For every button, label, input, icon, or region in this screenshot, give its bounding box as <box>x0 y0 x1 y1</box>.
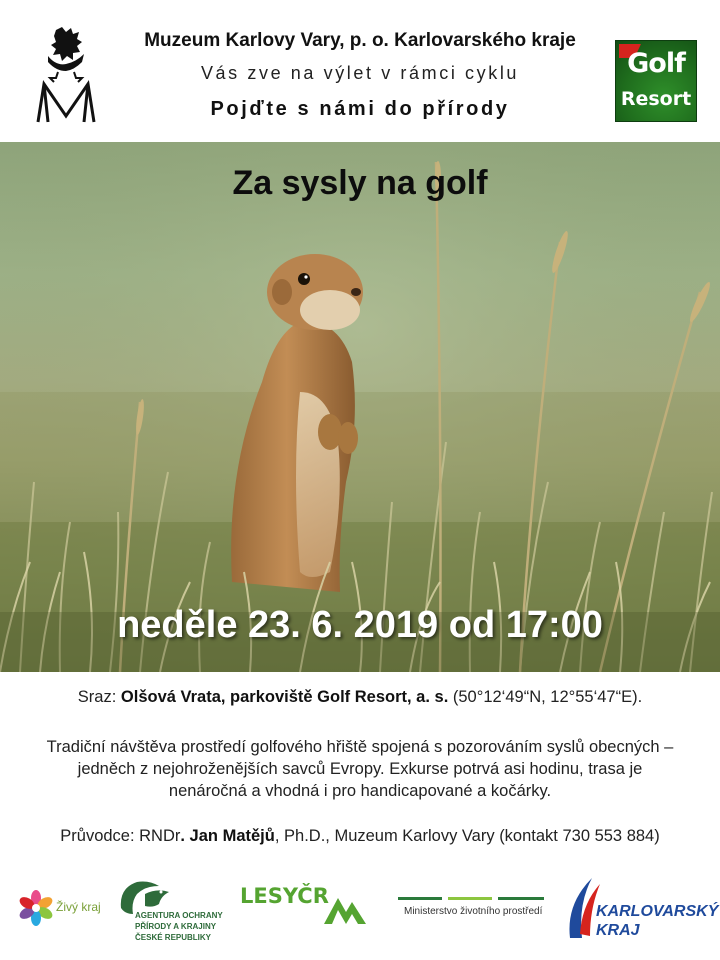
zivy-kraj-label: Živý kraj <box>56 900 101 914</box>
museum-lion-m-logo <box>34 26 98 124</box>
museum-name: Muzeum Karlovy Vary, p. o. Karlovarského kraje <box>144 30 576 51</box>
guide-info <box>0 827 720 846</box>
event-title: Za sysly na golf <box>232 164 488 202</box>
golf-resort-logo <box>615 40 697 122</box>
event-description <box>0 736 720 802</box>
guide-suffix: , Ph.D., Muzeum Karlovy Vary (kontakt 730 553 884) <box>274 827 660 845</box>
lesy-cr-label: LESYČR <box>240 884 329 908</box>
karlovarsky-kraj-label: KARLOVARSKÝ KRAJ <box>596 903 719 939</box>
description-line: Tradiční návštěva prostředí golfového hřiště spojená s pozorováním syslů obecných – <box>46 738 674 756</box>
aopk-logo <box>115 876 235 956</box>
invite-text: Vás zve na výlet v rámci cyklu <box>200 63 520 83</box>
description-line: jedněch z nejohroženějších savců Evropy. Exkurse potrvá asi hodinu, trasa je <box>77 760 643 778</box>
mzp-label: Ministerstvo životního prostředí <box>404 906 543 917</box>
guide-name: . Jan Matějů <box>180 827 275 845</box>
tree-arrows-icon <box>320 888 380 928</box>
meadow-illustration <box>0 142 720 672</box>
stripes-icon <box>398 897 544 900</box>
golf-logo-line1: Golf <box>627 48 685 79</box>
guide-prefix: Průvodce: RNDr <box>60 827 181 845</box>
souslik-photo <box>0 142 720 672</box>
sponsor-logos <box>0 870 720 960</box>
meeting-prefix: Sraz: <box>77 688 121 706</box>
lesy-cr-logo <box>240 878 380 938</box>
poster-header <box>0 0 720 142</box>
meeting-place: Olšová Vrata, parkoviště Golf Resort, a. s. <box>120 688 449 706</box>
golf-logo-line2: Resort <box>620 88 692 110</box>
meeting-coords: (50°12‘49“N, 12°55‘47“E). <box>448 688 643 706</box>
flower-icon <box>18 890 54 926</box>
description-line: nenáročná a vhodná i pro handicapované a kočárky. <box>168 782 552 800</box>
zivy-kraj-logo <box>18 888 113 928</box>
meeting-point <box>0 688 720 707</box>
event-date: neděle 23. 6. 2019 od 17:00 <box>117 604 603 646</box>
mzp-logo <box>398 892 548 922</box>
series-name: Pojďte s námi do přírody <box>210 98 510 120</box>
aopk-label: AGENTURA OCHRANY PŘÍRODY A KRAJINY ČESKÉ REPUBLIKY <box>135 911 223 942</box>
karlovarsky-kraj-logo <box>560 874 719 950</box>
